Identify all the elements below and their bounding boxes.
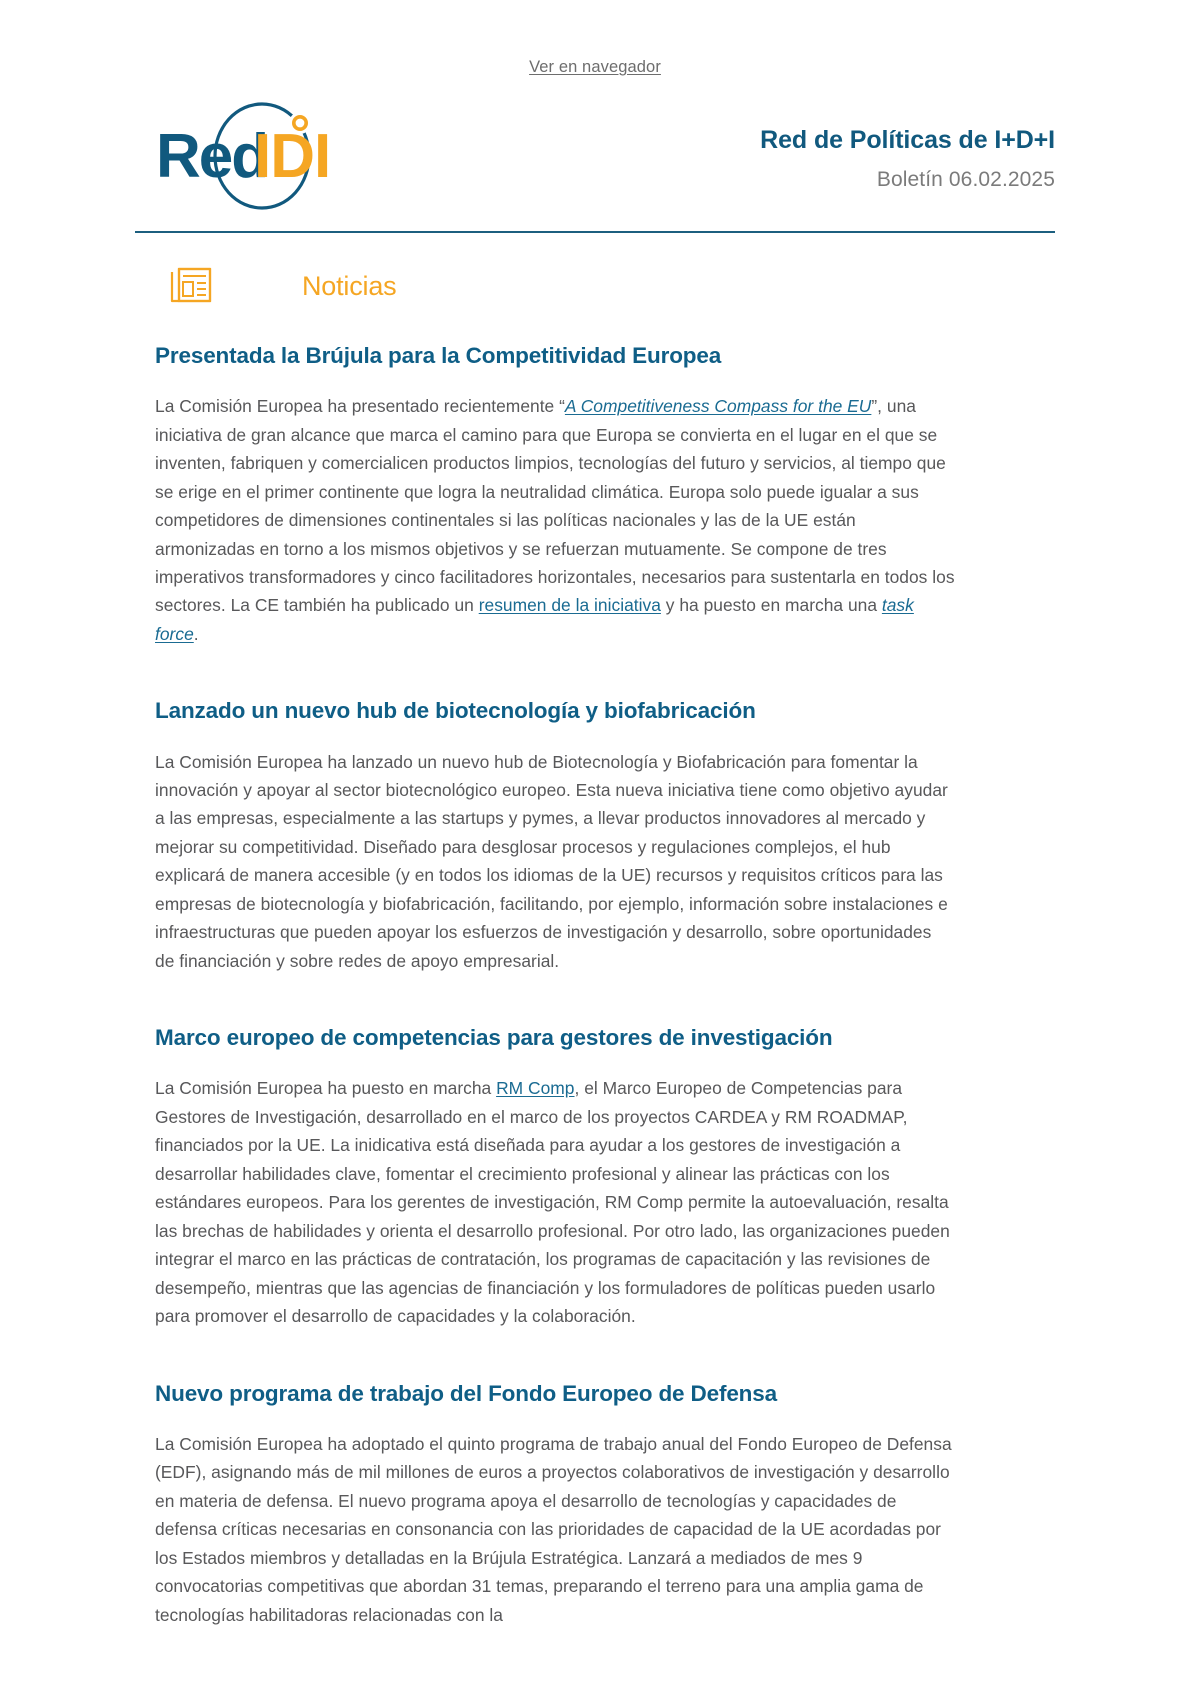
redidi-logo[interactable] xyxy=(150,101,380,211)
spacer xyxy=(155,1361,1040,1379)
article-inline-link[interactable]: resumen de la iniciativa xyxy=(478,595,661,616)
newsletter-date: Boletín 06.02.2025 xyxy=(876,167,1055,191)
article-inline-link[interactable]: task force xyxy=(155,595,914,644)
article-item xyxy=(155,341,1040,648)
view-in-browser-bar xyxy=(0,0,1190,83)
article-inline-link[interactable]: RM Comp xyxy=(496,1078,575,1099)
article-body: La Comisión Europea ha lanzado un nuevo hub de Biotecnología y Biofabricación para fomentar la innovación y apoyar al sector biotecnológico europeo. Esta nueva iniciativa tiene como objetivo ayudar a las empresas, especialmente a las startups y pymes, a llevar productos innovadores al mercado y mejorar su competitividad. Diseñado para desglosar procesos y regulaciones complejos, el hub explicará de manera accesible (y en todos los idiomas de la UE) recursos y requisitos críticos para las empresas de biotecnología y biofabricación, facilitando, por ejemplo, información sobre instalaciones e infraestructuras que pueden apoyar los esfuerzos de investigación y desarrollo, sobre oportunidades de financiación y sobre redes de apoyo empresarial. xyxy=(155,751,948,971)
article-text-segment: ”, una iniciativa de gran alcance que marca el camino para que Europa se convierta en el lugar en el que se inventen, fabriquen y comercialicen productos limpios, tecnologías del futuro y servicios, al tiempo que se erige en el primer continente que logra la neutralidad climática. Europa solo puede igualar a sus competidores de dimensiones continentales si las políticas nacionales y las de la UE están armonizadas en torno a los mismos objetivos y se refuerzan mutuamente. Se compone de tres imperativos transformadores y cinco facilitadores horizontales, necesarios para sustentarla en todos los sectores. La CE también ha publicado un xyxy=(155,396,955,616)
article-text-segment: , el Marco Europeo de Competencias para Gestores de Investigación, desarrollado en el marco de los proyectos CARDEA y RM ROADMAP, financiados por la UE. La inidicativa está diseñada para ayudar a los gestores de investigación a desarrollar habilidades clave, fomentar el crecimiento profesional y alinear las prácticas con los estándares europeos. Para los gerentes de investigación, RM Comp permite la autoevaluación, resalta las brechas de habilidades y orienta el desarrollo profesional. Por otro lado, las organizaciones pueden integrar el marco en las prácticas de contratación, los programas de capacitación y las revisiones de desempeño, mientras que las agencias de financiación y los formuladores de políticas pueden usarlo para promover el desarrollo de capacidades y la colaboración. xyxy=(155,1078,950,1327)
article-title: Marco europeo de competencias para gestores de investigación xyxy=(155,1025,833,1051)
article-text-segment: y ha puesto en marcha una xyxy=(660,595,882,616)
article-item xyxy=(155,1023,1040,1330)
spacer xyxy=(155,678,1040,696)
article-title: Presentada la Brújula para la Competitividad Europea xyxy=(155,343,722,368)
section-header-noticias xyxy=(0,233,1190,307)
article-inline-link[interactable]: A Competitiveness Compass for the EU xyxy=(564,396,872,417)
article-text-segment: La Comisión Europea ha presentado recientemente “ xyxy=(155,396,565,417)
articles-list xyxy=(0,307,1190,1689)
header-text-block xyxy=(760,120,1055,192)
article-title: Nuevo programa de trabajo del Fondo Europeo de Defensa xyxy=(155,1380,777,1406)
article-text-segment: . xyxy=(193,623,199,644)
page-title: Red de Políticas de I+D+I xyxy=(760,126,1055,155)
article-title: Lanzado un nuevo hub de biotecnología y biofabricación xyxy=(155,698,756,724)
newspaper-icon xyxy=(168,265,214,307)
article-item xyxy=(155,696,1040,975)
section-title: Noticias xyxy=(302,270,397,301)
svg-text:IDI: IDI xyxy=(254,122,331,191)
view-in-browser-link[interactable]: Ver en navegador xyxy=(529,58,661,76)
article-item xyxy=(155,1379,1040,1629)
spacer xyxy=(155,1005,1040,1023)
article-body xyxy=(155,1074,955,1330)
svg-text:Red: Red xyxy=(156,122,268,191)
article-text-segment: La Comisión Europea ha puesto en marcha xyxy=(155,1078,497,1099)
article-body: La Comisión Europea ha adoptado el quinto programa de trabajo anual del Fondo Europeo de Defensa (EDF), asignando más de mil millones de euros a proyectos colaborativos de investigación y desarrollo en materia de defensa. El nuevo programa apoya el desarrollo de tecnologías y capacidades de defensa críticas necesarias en consonancia con las prioridades de capacidad de la UE acordadas por los Estados miembros y detalladas en la Brújula Estratégica. Lanzará a mediados de mes 9 convocatorias competitivas que abordan 31 temas, preparando el terreno para una amplia gama de tecnologías habilitadoras relacionadas con la xyxy=(155,1433,952,1625)
article-body xyxy=(155,392,955,648)
newsletter-header xyxy=(0,83,1190,211)
